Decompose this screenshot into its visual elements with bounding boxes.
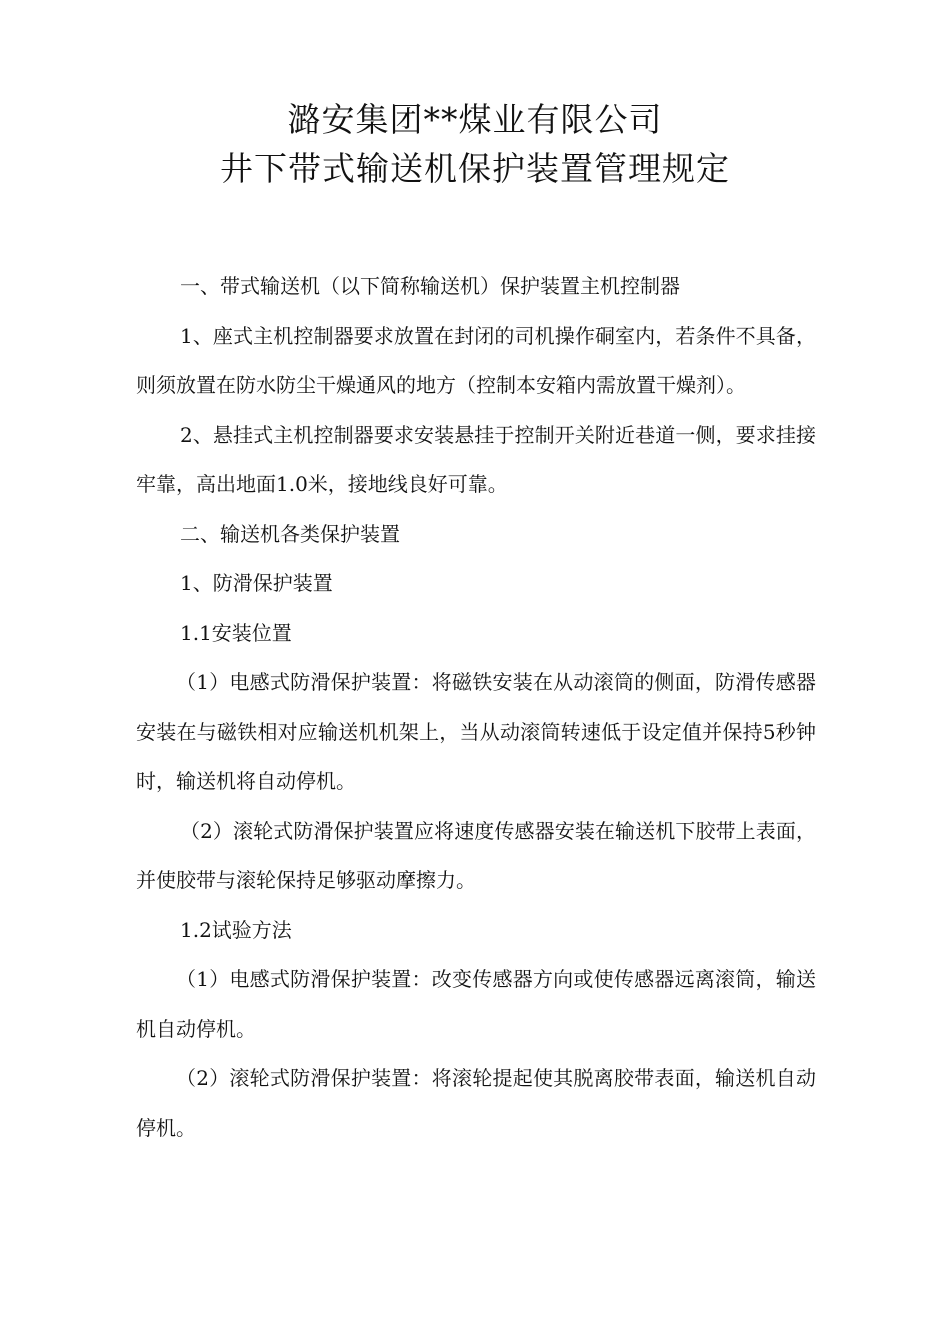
subheading-install-location: 1.1安装位置 <box>180 620 292 645</box>
document-body <box>136 262 816 1153</box>
paragraph-roller-anti-slip: （2）滚轮式防滑保护装置应将速度传感器安装在输送机下胶带上表面，并使胶带与滚轮保持足够驱动摩擦力。 <box>136 818 816 892</box>
paragraph-inductive-anti-slip: （1）电感式防滑保护装置：将磁铁安装在从动滚筒的侧面，防滑传感器安装在与磁铁相对应输送机机架上，当从动滚筒转速低于设定值并保持5秒钟时，输送机将自动停机。 <box>136 670 816 793</box>
document-title-company: 潞安集团**煤业有限公司 <box>287 100 663 139</box>
paragraph-seat-controller: 1、座式主机控制器要求放置在封闭的司机操作硐室内，若条件不具备，则须放置在防水防尘干燥通风的地方（控制本安箱内需放置干燥剂）。 <box>136 323 816 397</box>
subheading-test-method: 1.2试验方法 <box>180 917 292 942</box>
paragraph-test-roller: （2）滚轮式防滑保护装置：将滚轮提起使其脱离胶带表面，输送机自动停机。 <box>136 1066 816 1140</box>
document-title-regulation: 井下带式输送机保护装置管理规定 <box>220 149 730 188</box>
section-heading-controller: 一、带式输送机（以下简称输送机）保护装置主机控制器 <box>180 274 680 298</box>
paragraph-test-inductive: （1）电感式防滑保护装置：改变传感器方向或使传感器远离滚筒，输送机自动停机。 <box>136 967 816 1041</box>
paragraph-hanging-controller: 2、悬挂式主机控制器要求安装悬挂于控制开关附近巷道一侧，要求挂接牢靠，高出地面1.0米，接地线良好可靠。 <box>136 422 816 496</box>
section-heading-protection-devices: 二、输送机各类保护装置 <box>180 521 400 546</box>
subheading-anti-slip: 1、防滑保护装置 <box>180 571 333 595</box>
